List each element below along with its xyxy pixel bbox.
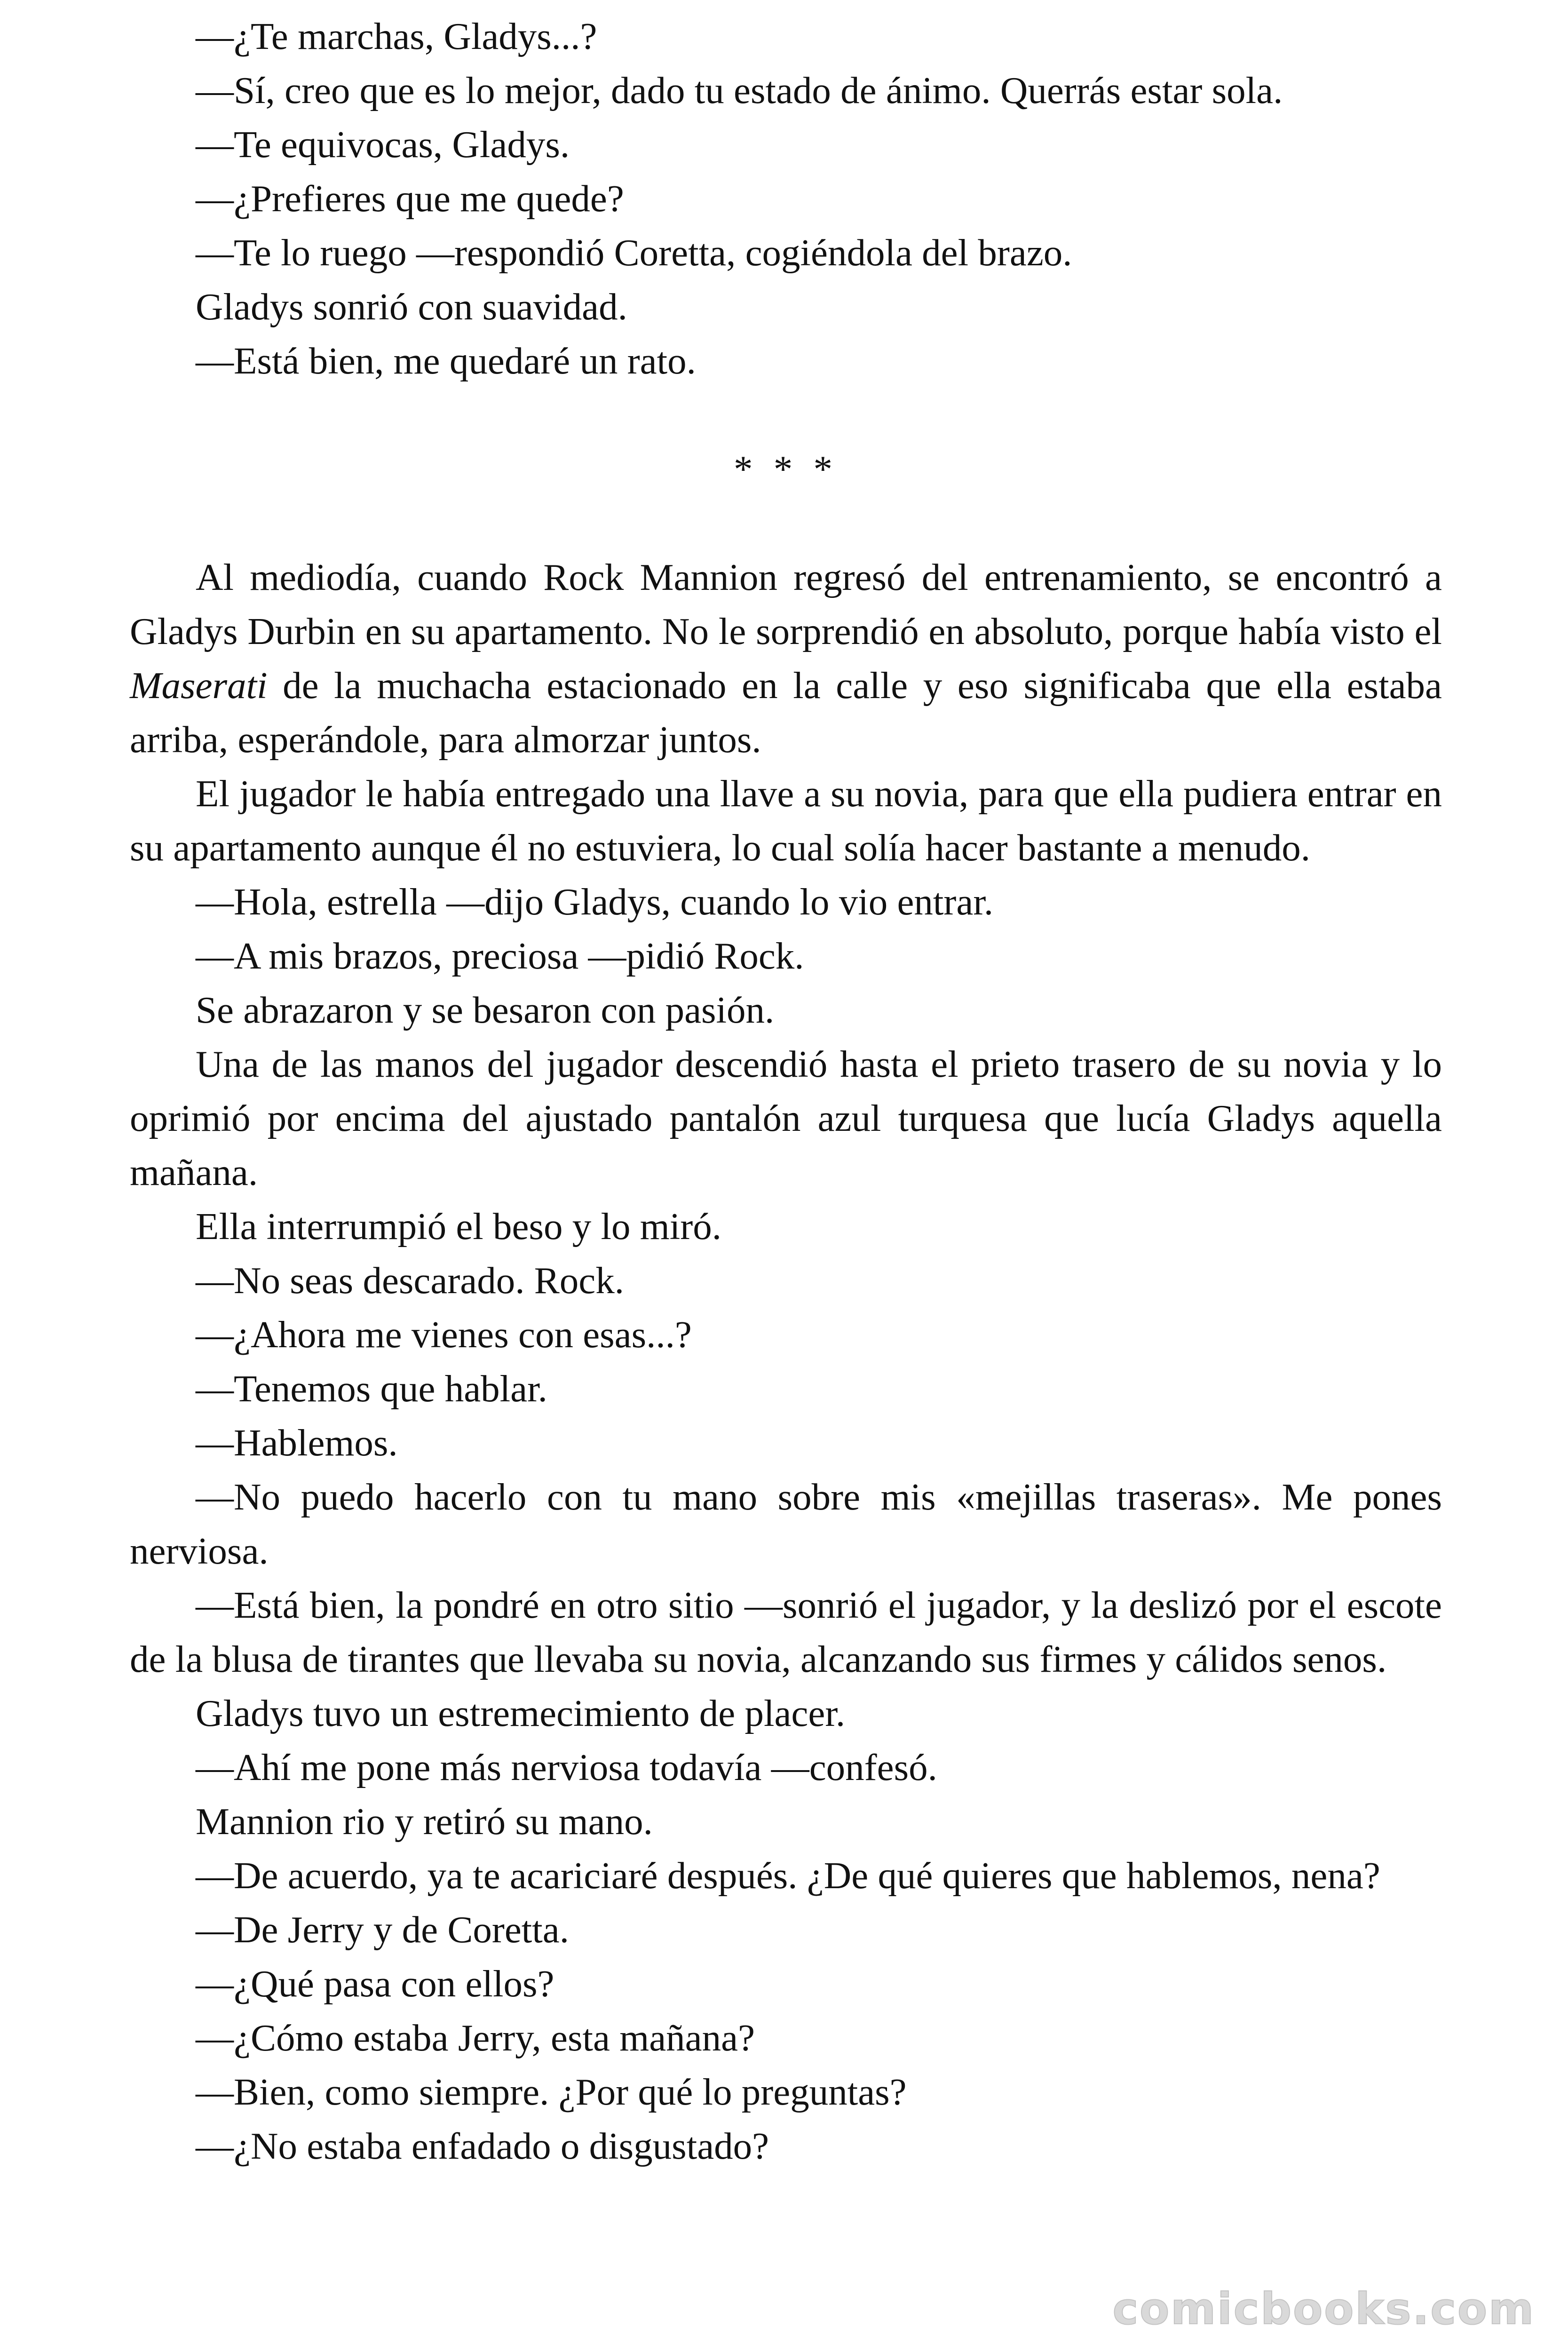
paragraph: —De Jerry y de Coretta. — [196, 1908, 569, 1951]
paragraph: Se abrazaron y se besaron con pasión. — [196, 989, 775, 1031]
paragraph: —¿Qué pasa con ellos? — [196, 1963, 554, 2005]
paragraph: —¿Prefieres que me quede? — [196, 177, 624, 220]
paragraph: —¿No estaba enfadado o disgustado? — [196, 2125, 769, 2167]
paragraph: —No puedo hacerlo con tu mano sobre mis «mejillas traseras». Me pones nerviosa. — [130, 1476, 1442, 1572]
paragraph: Una de las manos del jugador descendió hasta el prieto trasero de su novia y lo oprimió por encima del ajustado pantalón azul turquesa que lucía Gladys aquella mañana. — [130, 1043, 1442, 1193]
paragraph: —De acuerdo, ya te acariciaré después. ¿De qué quieres que hablemos, nena? — [196, 1854, 1380, 1897]
section-separator: * * * — [734, 448, 838, 490]
watermark: comicbooks.com — [1112, 2284, 1535, 2334]
paragraph: Gladys sonrió con suavidad. — [196, 286, 627, 328]
paragraph: —Está bien, me quedaré un rato. — [196, 340, 696, 382]
paragraph: —Ahí me pone más nerviosa todavía —confesó. — [196, 1746, 937, 1788]
paragraph: —Te lo ruego —respondió Coretta, cogiéndola del brazo. — [196, 231, 1072, 274]
paragraph: —A mis brazos, preciosa —pidió Rock. — [196, 935, 804, 977]
paragraph: —Hola, estrella —dijo Gladys, cuando lo vio entrar. — [196, 881, 994, 923]
paragraph: —Te equivocas, Gladys. — [196, 123, 570, 166]
paragraph: —Bien, como siempre. ¿Por qué lo preguntas? — [196, 2071, 907, 2113]
intro-text-before: Al mediodía, cuando Rock Mannion regresó del entrenamiento, se encontró a Gladys Durbin en su apartamento. No le sorprendió en absoluto, porque había visto el — [130, 556, 1442, 652]
page-text — [130, 9, 1442, 2173]
intro-text-after: de la muchacha estacionado en la calle y eso significaba que ella estaba arriba, esperándole, para almorzar juntos. — [130, 664, 1442, 761]
paragraph: —Hablemos. — [196, 1422, 398, 1464]
main-text-block — [130, 767, 1442, 2173]
intro-paragraph — [130, 550, 1442, 767]
paragraph: —¿Cómo estaba Jerry, esta mañana? — [196, 2017, 755, 2059]
paragraph: —Sí, creo que es lo mejor, dado tu estado de ánimo. Querrás estar sola. — [196, 69, 1283, 111]
paragraph: —¿Ahora me vienes con esas...? — [196, 1313, 692, 1356]
paragraph: —Tenemos que hablar. — [196, 1367, 547, 1410]
paragraph: Mannion rio y retiró su mano. — [196, 1800, 653, 1843]
car-name-italic: Maserati — [130, 664, 268, 707]
paragraph: —Está bien, la pondré en otro sitio —sonrió el jugador, y la deslizó por el escote de la blusa de tirantes que llevaba su novia, alcanzando sus firmes y cálidos senos. — [130, 1584, 1442, 1680]
paragraph: El jugador le había entregado una llave a su novia, para que ella pudiera entrar en su apartamento aunque él no estuviera, lo cual solía hacer bastante a menudo. — [130, 772, 1442, 869]
paragraph: —No seas descarado. Rock. — [196, 1259, 624, 1302]
paragraph: —¿Te marchas, Gladys...? — [196, 15, 597, 57]
dialogue-block-top — [130, 9, 1442, 388]
paragraph: Gladys tuvo un estremecimiento de placer. — [196, 1692, 846, 1734]
paragraph: Ella interrumpió el beso y lo miró. — [196, 1205, 722, 1248]
